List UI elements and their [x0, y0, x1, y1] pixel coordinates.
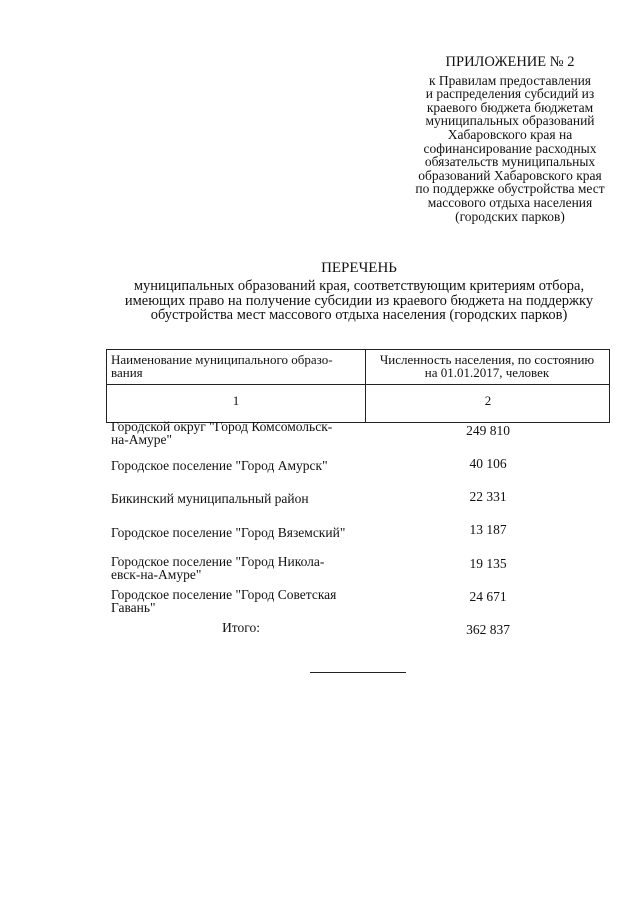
col1-header-line: вания [111, 365, 143, 380]
header-divider [107, 384, 609, 385]
total-value: 362 837 [466, 622, 510, 637]
subtitle-line: обустройства мест массового отдыха населения (городских парков) [150, 307, 568, 323]
list-subtitle [0, 279, 640, 323]
appendix-line: к Правилам предоставления [428, 72, 592, 88]
table-row-name [111, 588, 361, 614]
row-name-line: Бикинский муниципальный район [111, 491, 309, 506]
appendix-line: Хабаровского края на [447, 126, 573, 142]
col2-number: 2 [484, 393, 492, 408]
table-row-population: 24 671 [469, 589, 507, 604]
appendix-header [390, 56, 630, 223]
total-label: Итого: [222, 620, 260, 635]
appendix-line: массового отдыха населения [427, 194, 593, 210]
subtitle-line: муниципальных образований края, соответствующим критериям отбора, [133, 278, 585, 294]
row-name-line: на-Амуре" [111, 432, 173, 447]
table-row-population: 40 106 [469, 456, 507, 471]
row-name-line: Гавань" [111, 600, 156, 615]
appendix-line: софинансирование расходных [423, 140, 597, 156]
table-row-name [111, 459, 361, 472]
col1-header-line: Наименование муниципального образо- [111, 352, 333, 367]
row-name-line: Городское поселение "Город Амурск" [111, 458, 328, 473]
appendix-line: обязательств муниципальных [424, 154, 596, 170]
row-name-line: Городское поселение "Город Никола- [111, 554, 325, 569]
appendix-title: ПРИЛОЖЕНИЕ № 2 [445, 54, 575, 70]
col2-header-line: Численность населения, по состоянию [379, 352, 595, 367]
appendix-line: муниципальных образований [425, 113, 595, 129]
column-divider [365, 350, 366, 422]
appendix-line: по поддержке обустройства мест [415, 181, 605, 197]
table-row-population: 249 810 [466, 423, 510, 438]
table-row-name [111, 492, 361, 505]
appendix-line: образований Хабаровского края [418, 167, 602, 183]
table-row-name [111, 555, 361, 581]
list-title: ПЕРЕЧЕНЬ [321, 260, 397, 276]
col1-number: 1 [232, 393, 240, 408]
appendix-line: и распределения субсидий из [425, 86, 595, 102]
appendix-line: краевого бюджета бюджетам [426, 99, 594, 115]
table-row-population: 22 331 [469, 489, 507, 504]
col1-header [111, 353, 361, 379]
appendix-line: (городских парков) [455, 208, 565, 224]
row-name-line: Городское поселение "Город Вяземский" [111, 525, 346, 540]
row-name-line: евск-на-Амуре" [111, 567, 202, 582]
table-row-population: 19 135 [469, 556, 507, 571]
row-name-line: Городское поселение "Город Советская [111, 587, 337, 602]
row-name-line: Городской округ "Город Комсомольск- [111, 419, 333, 434]
subtitle-line: имеющих право на получение субсидии из краевого бюджета на поддержку [124, 292, 594, 309]
table-header [106, 349, 610, 423]
table-row-population: 13 187 [469, 522, 507, 537]
col2-header [367, 353, 607, 379]
end-separator [310, 672, 406, 673]
table-row-name [111, 420, 361, 446]
table-row-name [111, 526, 361, 539]
col2-header-line: на 01.01.2017, человек [424, 365, 550, 380]
